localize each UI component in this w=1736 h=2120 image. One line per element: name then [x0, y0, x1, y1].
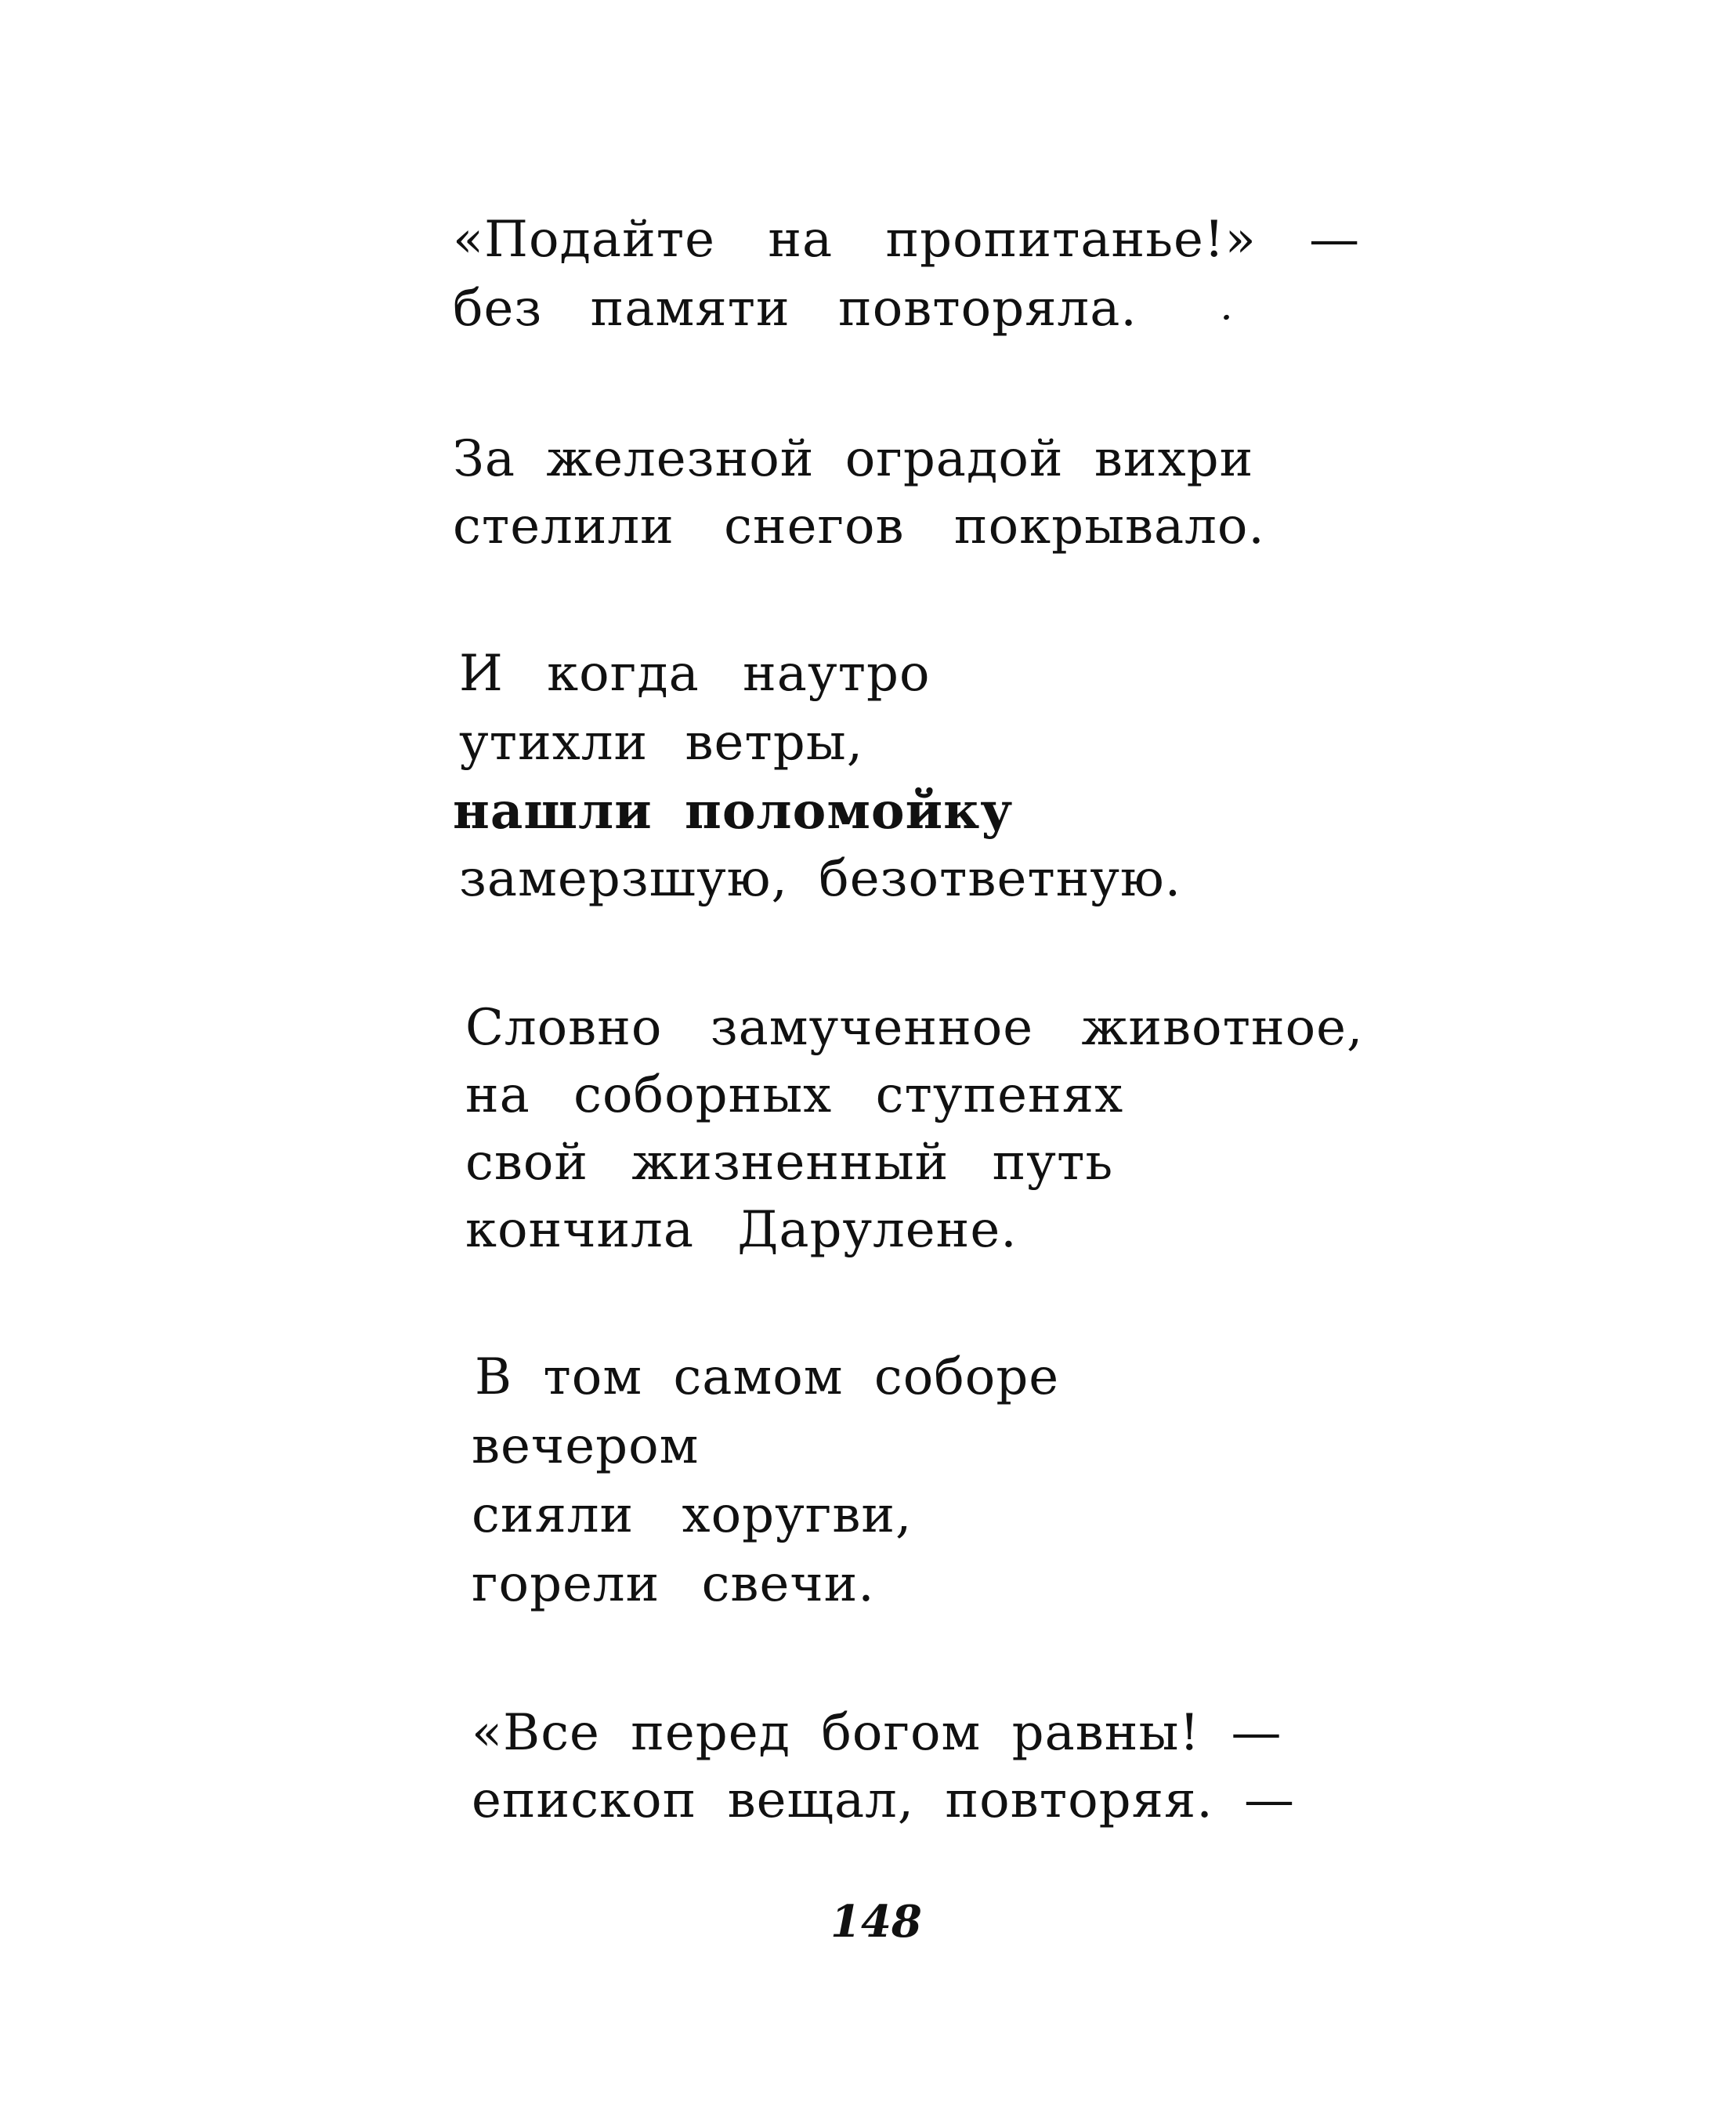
poem-line: В том самом соборе — [475, 1348, 1060, 1406]
page-number: 148 — [830, 1896, 922, 1948]
poem-line: вечером — [472, 1417, 700, 1475]
poem-line: епископ вещал, повторяя. — — [472, 1771, 1296, 1829]
poem-line: без памяти повторяла. — [453, 280, 1137, 338]
poem-line: «Подайте на пропитанье!» — — [453, 211, 1361, 269]
poem-line: стелили снегов покрывало. — [453, 497, 1265, 555]
poem-line: горели свечи. — [472, 1555, 875, 1613]
poem-line: на соборных ступенях — [465, 1066, 1124, 1124]
ink-speck — [1223, 314, 1230, 321]
poem-line: За железной оградой вихри — [453, 430, 1254, 488]
poem-line: замерзшую, безответную. — [459, 850, 1182, 908]
poem-line: сияли хоругви, — [472, 1486, 913, 1544]
poem-line: утихли ветры, — [459, 714, 864, 772]
poem-line: И когда наутро — [459, 645, 931, 703]
poem-line: свой жизненный путь — [465, 1134, 1114, 1192]
poem-line: кончила Дарулене. — [465, 1201, 1018, 1259]
poem-line: нашли поломойку — [453, 782, 1014, 841]
poem-line: Словно замученное животное, — [465, 999, 1364, 1057]
poem-line: «Все перед богом равны! — — [472, 1704, 1282, 1762]
